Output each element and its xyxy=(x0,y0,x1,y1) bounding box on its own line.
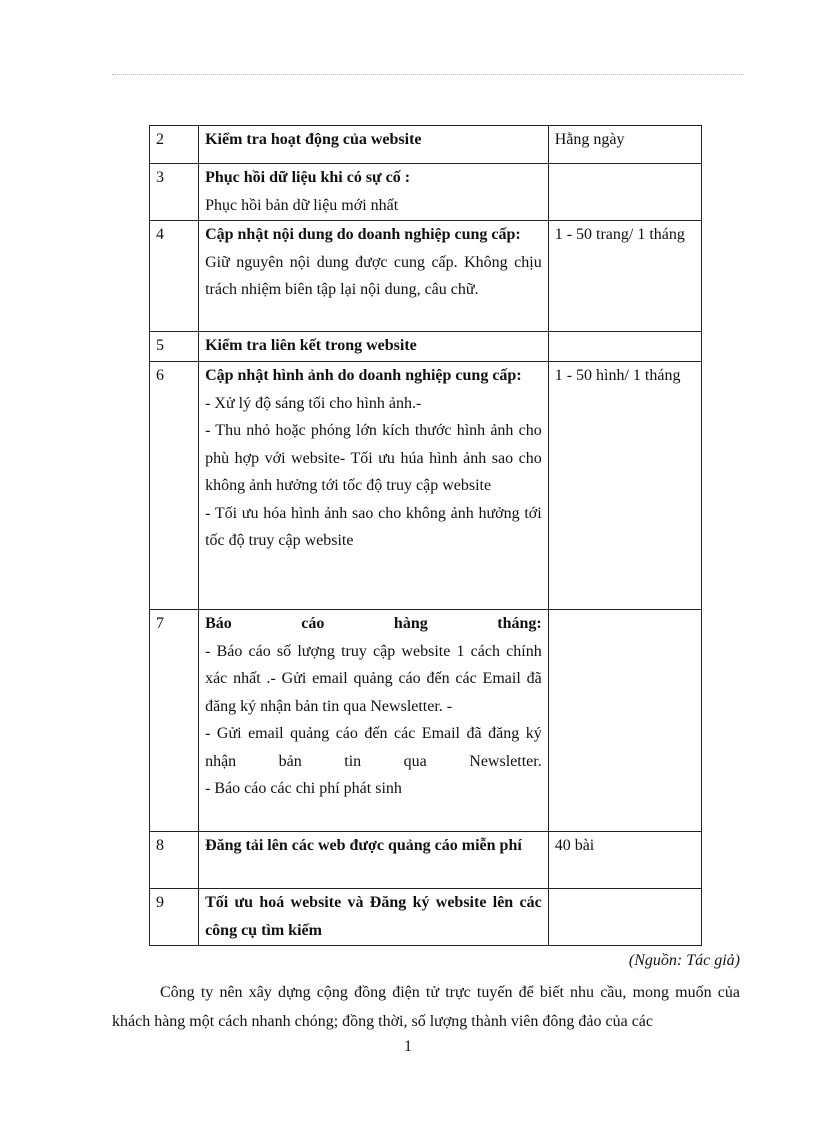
row-frequency xyxy=(548,332,701,362)
row-description xyxy=(199,221,549,332)
row-frequency xyxy=(548,164,701,221)
row-number: 8 xyxy=(150,832,199,889)
row-number: 4 xyxy=(150,221,199,332)
row-number: 6 xyxy=(150,362,199,610)
row-description xyxy=(199,332,549,362)
row-description xyxy=(199,362,549,610)
table-row xyxy=(150,221,702,332)
row-frequency: 1 - 50 trang/ 1 tháng xyxy=(548,221,701,332)
row-title: Cập nhật nội dung do doanh nghiệp cung cấp: xyxy=(205,226,521,243)
row-detail: - Báo cáo số lượng truy cập website 1 cách chính xác nhất .- Gửi email quảng cáo đến các Email đã đăng ký nhận bản tin qua Newsletter. - xyxy=(205,642,542,715)
row-title: Phục hồi dữ liệu khi có sự cố : xyxy=(205,169,411,186)
row-detail: Giữ nguyên nội dung được cung cấp. Không chịu trách nhiệm biên tập lại nội dung, câu chữ. xyxy=(205,253,542,298)
source-caption: (Nguồn: Tác giả) xyxy=(628,952,740,969)
row-number: 2 xyxy=(150,126,199,164)
table-row xyxy=(150,832,702,889)
row-title: Báo cáo hàng tháng: xyxy=(205,615,542,632)
row-detail: - Tối ưu hóa hình ảnh sao cho không ảnh hưởng tới tốc độ truy cập website xyxy=(205,504,542,549)
table-row xyxy=(150,164,702,221)
table-row xyxy=(150,332,702,362)
table-row xyxy=(150,362,702,610)
row-title: Kiểm tra liên kết trong website xyxy=(205,337,417,354)
body-paragraph xyxy=(112,978,740,1036)
row-detail: - Xử lý độ sáng tối cho hình ảnh.- xyxy=(205,394,422,412)
table-row xyxy=(150,126,702,164)
row-number: 5 xyxy=(150,332,199,362)
row-description xyxy=(199,832,549,889)
service-table xyxy=(149,125,702,946)
row-frequency: 40 bài xyxy=(548,832,701,889)
row-frequency: Hằng ngày xyxy=(548,126,701,164)
row-description xyxy=(199,889,549,946)
table-row xyxy=(150,610,702,832)
page-number: 1 xyxy=(404,1038,412,1055)
row-description xyxy=(199,164,549,221)
row-number: 9 xyxy=(150,889,199,946)
row-description xyxy=(199,610,549,832)
paragraph-text: Công ty nên xây dựng cộng đồng điện tử trực tuyến để biết nhu cầu, mong muốn của khách hàng một cách nhanh chóng; đồng thời, số lượng thành viên đông đảo của các xyxy=(112,984,740,1030)
row-detail: - Thu nhỏ hoặc phóng lớn kích thước hình ảnh cho phù hợp với website- Tối ưu húa hình ảnh sao cho không ảnh hưởng tới tốc độ truy cập website xyxy=(205,422,542,494)
row-title: Kiểm tra hoạt động của website xyxy=(205,131,422,148)
row-frequency xyxy=(548,889,701,946)
row-frequency: 1 - 50 hình/ 1 tháng xyxy=(548,362,701,610)
row-title: Đăng tải lên các web được quảng cáo miễn phí xyxy=(205,837,522,854)
row-frequency xyxy=(548,610,701,832)
row-number: 3 xyxy=(150,164,199,221)
header-rule xyxy=(112,74,744,75)
table-row xyxy=(150,889,702,946)
row-number: 7 xyxy=(150,610,199,832)
row-title: Cập nhật hình ảnh do doanh nghiệp cung cấp: xyxy=(205,367,522,384)
row-detail: - Báo cáo các chi phí phát sinh xyxy=(205,780,402,797)
row-title: Tối ưu hoá website và Đăng ký website lên các công cụ tìm kiếm xyxy=(205,894,542,939)
row-detail: - Gửi email quảng cáo đến các Email đã đăng ký nhận bản tin qua Newsletter. xyxy=(205,725,542,770)
row-detail: Phục hồi bản dữ liệu mới nhất xyxy=(205,196,399,214)
row-description xyxy=(199,126,549,164)
